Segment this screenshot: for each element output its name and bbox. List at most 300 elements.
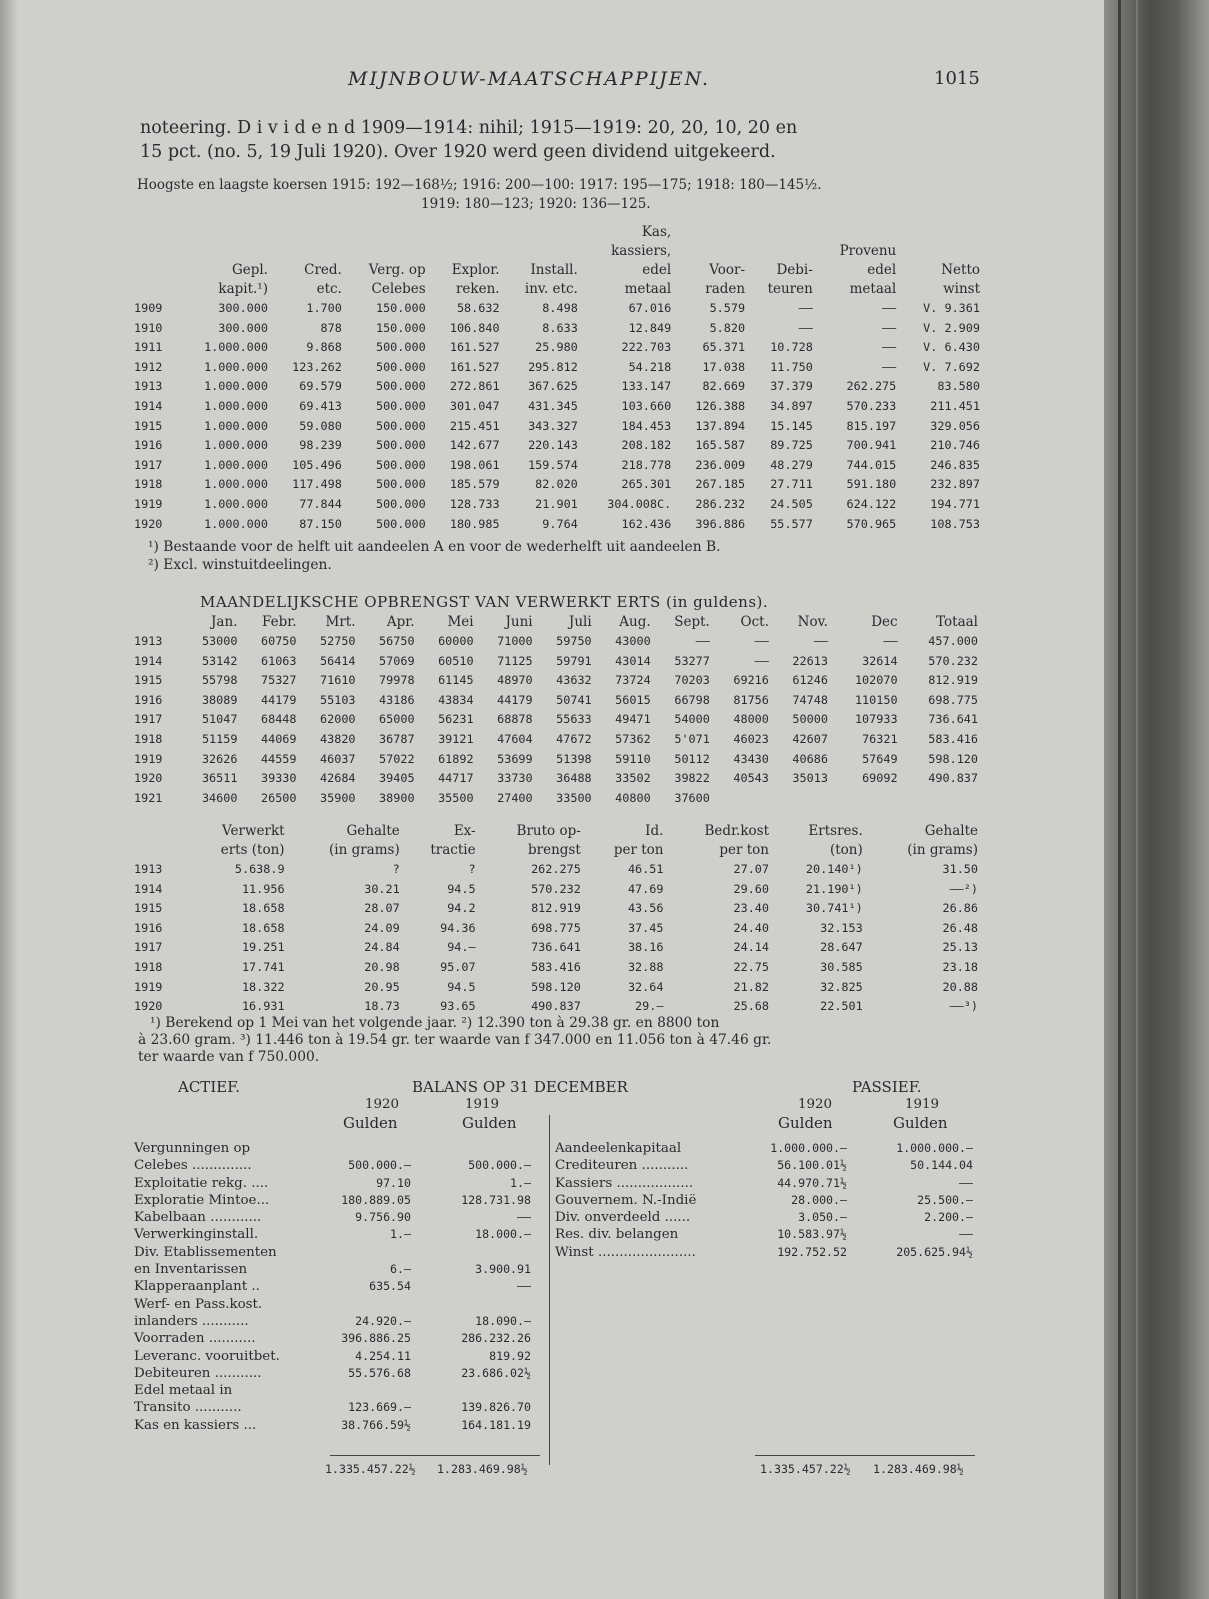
actief-total-rule — [330, 1455, 540, 1456]
table1-cell: V. 6.430 — [923, 340, 980, 355]
table1-cell: 150.000 — [375, 301, 426, 315]
table3-cell: 93.65 — [440, 999, 476, 1014]
table1-cell: 570.233 — [846, 398, 897, 413]
table1-cell: 1.000.000 — [204, 398, 268, 413]
table3-cell: 30.585 — [820, 959, 863, 974]
table3-column-header: Bedr.kost — [704, 823, 769, 839]
table2-cell: 33500 — [556, 790, 592, 805]
table3-cell: 21.82 — [733, 979, 769, 994]
table2-cell: 76321 — [862, 731, 898, 746]
table2-cell: —— — [695, 634, 710, 648]
actief-value-1919: 164.181.19 — [461, 1417, 531, 1432]
table3-cell: 20.98 — [364, 959, 400, 974]
balance-divider — [549, 1115, 550, 1465]
actief-row — [134, 1330, 539, 1347]
table3-cell: 94.5 — [447, 979, 476, 994]
actief-label: Celebes .............. — [134, 1158, 252, 1174]
table2-row — [132, 730, 980, 750]
table1-cell: 300.000 — [218, 301, 268, 315]
table1-cell: 161.527 — [449, 359, 500, 374]
table2-cell: 60000 — [438, 634, 474, 648]
table1-cell: 165.587 — [695, 438, 746, 453]
table1-column-header: raden — [705, 281, 746, 297]
table1-column-header: etc. — [316, 281, 342, 297]
table2-cell: 51159 — [201, 731, 238, 746]
table1-column-header: Cred. — [304, 262, 342, 278]
table3-row — [132, 997, 980, 1017]
page-left-edge — [0, 0, 18, 1599]
table1-cell: 17.038 — [702, 359, 746, 374]
table3-column-header: (ton) — [829, 842, 863, 858]
table1-column-header: inv. etc. — [524, 281, 578, 297]
table1-column-header: reken. — [455, 281, 500, 297]
table2-cell: 53142 — [201, 653, 238, 668]
table1-cell: 198.061 — [449, 457, 500, 472]
table1-cell: 236.009 — [695, 457, 746, 472]
table1-cell: 117.498 — [292, 477, 342, 492]
table1-cell: 34.897 — [770, 398, 813, 413]
table1-cell: 8.498 — [542, 301, 578, 315]
table3-cell: 20.95 — [364, 979, 400, 994]
table2-cell: 598.120 — [928, 751, 978, 766]
table1-cell: V. 7.692 — [923, 359, 980, 374]
table1-cell: 24.505 — [770, 496, 813, 511]
table1-cell: —— — [798, 301, 813, 315]
table1-cell: 106.840 — [449, 320, 500, 335]
table2-year-cell: 1916 — [134, 692, 163, 707]
actief-value-1919: —— — [517, 1279, 531, 1294]
table1-cell: 329.056 — [930, 418, 980, 433]
table3-row — [132, 919, 980, 939]
table2-cell: 39405 — [379, 771, 415, 786]
table2-cell: 69092 — [862, 771, 898, 786]
actief-row — [134, 1296, 539, 1313]
table1-cell: 211.451 — [930, 398, 980, 413]
actief-value-1919: 819.92 — [489, 1348, 531, 1363]
actief-value-1919: 500.000.— — [468, 1158, 531, 1173]
passief-row — [555, 1192, 975, 1209]
actief-label: Werf- en Pass.kost. — [134, 1296, 263, 1312]
table1-cell: 48.279 — [770, 457, 813, 472]
passief-value-1919: —— — [959, 1175, 973, 1190]
table2-cell: —— — [813, 634, 828, 648]
table2-row — [132, 710, 980, 730]
actief-label: Debiteuren ........... — [134, 1365, 262, 1381]
table3-column-header: Verwerkt — [222, 823, 285, 839]
table1-cell: 300.000 — [218, 320, 268, 335]
table3-cell: 598.120 — [531, 979, 581, 994]
table1-cell: 1.700 — [306, 301, 342, 315]
table2-cell: 60750 — [260, 634, 297, 648]
table2-cell: 71610 — [320, 673, 356, 688]
passief-label: Res. div. belangen — [555, 1227, 679, 1243]
table3-column-header: erts (ton) — [220, 842, 285, 858]
table3-cell: 16.931 — [241, 999, 285, 1014]
table1-cell: 5.579 — [709, 301, 746, 315]
actief-value-1920: 500.000.— — [348, 1158, 411, 1173]
actief-unit-1: Gulden — [343, 1114, 398, 1132]
table1-year-cell: 1915 — [134, 418, 163, 433]
table3-cell: 24.09 — [364, 920, 400, 935]
table1-column-header — [177, 242, 270, 261]
table1-cell: 1.000.000 — [204, 457, 268, 472]
page-number: 1015 — [934, 68, 980, 89]
table1-cell: 142.677 — [449, 438, 500, 453]
passief-value-1920: 1.000.000.— — [770, 1141, 847, 1155]
table2-cell: 26500 — [260, 790, 297, 805]
table1-column-header: edel — [642, 262, 672, 278]
table1-cell: V. 2.909 — [923, 320, 980, 335]
table1-column-header: winst — [943, 281, 980, 297]
table2-cell: 60510 — [438, 653, 474, 668]
table1-cell: 222.703 — [621, 340, 672, 355]
table3-column-header — [132, 841, 182, 860]
table1-footnote-1: ¹) Bestaande voor de helft uit aandeelen A en voor de wederhelft uit aandeelen B. — [148, 539, 721, 555]
table1-row — [132, 475, 982, 495]
table2-cell: 812.919 — [928, 673, 978, 688]
passief-value-1919: 1.000.000.— — [896, 1141, 973, 1155]
passief-label: Winst ....................... — [555, 1244, 696, 1260]
actief-title: ACTIEF. — [178, 1078, 241, 1096]
table2-header-row — [132, 613, 980, 632]
table1-cell: 83.580 — [937, 379, 980, 394]
table2-cell: —— — [754, 634, 769, 648]
table2-cell: 570.232 — [928, 653, 978, 668]
table2-cell: 52750 — [320, 634, 356, 648]
table3-cell: 27.07 — [733, 862, 769, 876]
table3-cell: 29.60 — [733, 881, 769, 896]
table2-cell: 44069 — [260, 731, 297, 746]
actief-year-1: 1920 — [365, 1097, 400, 1112]
table3-cell: 490.837 — [531, 999, 581, 1014]
table3-row — [132, 899, 980, 919]
table3-year-cell: 1918 — [134, 959, 163, 974]
table2-cell: 42684 — [320, 771, 356, 786]
passief-value-1920: 192.752.52 — [777, 1244, 847, 1259]
table3-footnote-3: ter waarde van f 750.000. — [138, 1049, 320, 1065]
table1-cell: 12.849 — [628, 320, 672, 335]
table1-cell: 58.632 — [456, 301, 500, 315]
table1-column-header — [132, 280, 177, 299]
table1-year-cell: 1911 — [134, 340, 163, 355]
table1-column-header — [344, 223, 428, 242]
table1-cell: 1.000.000 — [204, 477, 268, 492]
table3-cell: 30.741¹) — [805, 901, 863, 916]
table3-column-header: Ex- — [453, 823, 476, 839]
table2-cell: 110150 — [854, 692, 898, 707]
table2-cell: 61246 — [792, 673, 828, 688]
table3-cell: ? — [468, 862, 476, 876]
table2-cell: 44559 — [260, 751, 297, 766]
table1-cell: 265.301 — [621, 477, 672, 492]
koersen-line-1: Hoogste en laagste koersen 1915: 192—168½; 1916: 200—100: 1917: 195—175; 1918: 180—145½. — [137, 177, 822, 193]
table2-cell: 53000 — [201, 634, 238, 648]
table2-row — [132, 691, 980, 711]
actief-row — [134, 1417, 539, 1434]
table3-year-cell: 1914 — [134, 881, 163, 896]
running-header: MIJNBOUW-MAATSCHAPPIJEN. — [348, 68, 711, 90]
table3-cell: ——³) — [949, 999, 978, 1014]
actief-row — [134, 1348, 539, 1365]
table1-row — [132, 436, 982, 456]
table3-row — [132, 860, 980, 880]
table1-column-header: teuren — [767, 281, 813, 297]
table1-cell: 133.147 — [621, 379, 672, 394]
table1-footnotes — [148, 538, 721, 574]
table2-column-header: Sept. — [674, 614, 710, 630]
actief-row — [134, 1261, 539, 1278]
table3-cell: 46.51 — [627, 862, 664, 876]
table2-column-header: Juli — [568, 614, 592, 630]
table1-column-header — [747, 223, 815, 242]
table1-cell: 1.000.000 — [204, 359, 268, 374]
table1-cell: 215.451 — [449, 418, 500, 433]
table2-cell: 74748 — [792, 692, 828, 707]
table1-column-header: Kas, — [641, 224, 672, 240]
actief-row — [134, 1140, 539, 1157]
table2-cell: 50112 — [674, 751, 710, 766]
table1-column-header — [747, 242, 815, 261]
table1-cell: 137.894 — [695, 418, 746, 433]
table2-cell: 57362 — [615, 731, 651, 746]
table1-column-header: Explor. — [451, 262, 500, 278]
table1-cell: 1.000.000 — [204, 438, 268, 453]
table2-cell: 38089 — [201, 692, 238, 707]
passief-row — [555, 1175, 975, 1192]
balance-title: BALANS OP 31 DECEMBER — [412, 1078, 628, 1096]
table1-column-header — [344, 242, 428, 261]
table1-cell: 103.660 — [621, 398, 672, 413]
passief-value-1920: 56.100.01½ — [777, 1158, 847, 1173]
actief-label: Transito ........... — [134, 1400, 242, 1416]
table2-cell: 51398 — [556, 751, 592, 766]
table1-cell: 232.897 — [930, 477, 980, 492]
table1-cell: 184.453 — [621, 418, 672, 433]
table1-header-row — [132, 242, 982, 261]
table2-cell: 56750 — [379, 634, 415, 648]
table3-cell: 32.88 — [627, 959, 664, 974]
table2-cell: 56015 — [615, 692, 651, 707]
table1-year-cell: 1912 — [134, 359, 163, 374]
table2-cell: 56414 — [320, 653, 356, 668]
table3-cell: 32.825 — [820, 979, 863, 994]
table2-cell: 47604 — [497, 731, 533, 746]
passief-value-1919: 25.500.— — [917, 1192, 973, 1207]
table3-cell: 19.251 — [241, 940, 285, 955]
table2-column-header: Jan. — [211, 614, 238, 630]
passief-row — [555, 1157, 975, 1174]
table3-cell: 698.775 — [531, 920, 581, 935]
table1-cell: 77.844 — [299, 496, 342, 511]
actief-row — [134, 1382, 539, 1399]
table1-column-header: kassiers, — [611, 243, 672, 259]
table3-cell: 94.2 — [447, 901, 476, 916]
table1-cell: V. 9.361 — [923, 301, 980, 315]
actief-value-1919: 18.090.— — [475, 1313, 531, 1328]
table1-cell: 1.000.000 — [204, 340, 268, 355]
table3-header-row — [132, 841, 980, 860]
table3-cell: 17.741 — [241, 959, 285, 974]
passief-label: Aandeelenkapitaal — [555, 1141, 682, 1156]
passief-total-1919: 1.283.469.98½ — [873, 1462, 964, 1476]
dividend-paragraph — [140, 116, 980, 164]
passief-label: Crediteuren ........... — [555, 1158, 689, 1174]
koersen-paragraph — [137, 176, 977, 214]
table2-cell: 43632 — [556, 673, 592, 688]
table2-column-header: Dec — [871, 614, 898, 630]
table1-row — [132, 377, 982, 397]
table2-cell: 55103 — [320, 692, 356, 707]
table1-column-header — [132, 242, 177, 261]
table3-year-cell: 1913 — [134, 862, 163, 876]
table3-footnotes — [138, 1015, 772, 1066]
table1-cell: 54.218 — [628, 359, 672, 374]
passief-row — [555, 1226, 975, 1243]
table1-year-cell: 1920 — [134, 516, 163, 531]
table3-cell: 37.45 — [627, 920, 664, 935]
table3-cell: 95.07 — [440, 959, 476, 974]
table1-year-cell: 1919 — [134, 496, 163, 511]
table2-cell: 43186 — [379, 692, 415, 707]
table3-cell: 5.638.9 — [234, 862, 285, 876]
table1-row — [132, 515, 982, 535]
table1-cell: 396.886 — [695, 516, 746, 531]
table1-column-header — [428, 242, 502, 261]
table2-cell: 50000 — [792, 712, 828, 727]
table2-cell: 46023 — [733, 731, 769, 746]
table1-column-header: Verg. op — [368, 262, 426, 278]
passief-value-1920: 3.050.— — [798, 1210, 847, 1225]
table1-column-header — [673, 223, 747, 242]
dividend-line-1: noteering. D i v i d e n d 1909—1914: nihil; 1915—1919: 20, 20, 10, 20 en — [140, 118, 798, 138]
table2-cell: 66798 — [674, 692, 710, 707]
table3-year-cell: 1916 — [134, 920, 163, 935]
actief-value-1919: 23.686.02½ — [461, 1365, 531, 1380]
table1-column-header: Gepl. — [231, 262, 268, 278]
table1-column-header: edel — [867, 262, 897, 278]
table1-cell: 744.015 — [846, 457, 897, 472]
table2-cell: 75327 — [260, 673, 297, 688]
table1-cell: 162.436 — [621, 516, 672, 531]
table1-cell: 1.000.000 — [204, 418, 268, 433]
actief-value-1920: 6.— — [390, 1262, 411, 1277]
passief-row — [555, 1244, 975, 1261]
table1-row — [132, 456, 982, 476]
table2-cell: 57649 — [862, 751, 898, 766]
passief-value-1919: 50.144.04 — [910, 1158, 973, 1173]
table1-row — [132, 338, 982, 358]
table1-cell: 220.143 — [528, 438, 578, 453]
actief-value-1920: 635.54 — [369, 1279, 411, 1294]
table2-cell: 32614 — [862, 653, 898, 668]
koersen-line-2: 1919: 180—123; 1920: 136—125. — [421, 196, 651, 212]
table1-column-header — [673, 242, 747, 261]
actief-value-1920: 24.920.— — [355, 1313, 411, 1328]
actief-value-1919: 18.000.— — [475, 1227, 531, 1242]
table2-cell: 57069 — [379, 653, 415, 668]
table2-column-header — [132, 613, 180, 632]
table1-column-header — [270, 223, 344, 242]
table3-cell: 28.647 — [820, 940, 863, 955]
table3-cell: 28.07 — [364, 901, 400, 916]
table2-column-header: Mei — [447, 614, 474, 630]
table1-cell: 878 — [320, 320, 342, 335]
passief-value-1919: 2.200.— — [924, 1210, 973, 1225]
table1-column-header: Provenu — [839, 243, 897, 259]
table2-cell: 51047 — [201, 712, 238, 727]
table1-column-header — [270, 242, 344, 261]
table2-cell: 43014 — [615, 653, 651, 668]
actief-row — [134, 1365, 539, 1382]
table2-cell: 55633 — [556, 712, 592, 727]
table2-row — [132, 789, 980, 809]
table2-cell: 43834 — [438, 692, 474, 707]
table2-cell: 39822 — [674, 771, 710, 786]
table3-cell: 262.275 — [531, 862, 581, 876]
table2-cell: 43430 — [733, 751, 769, 766]
table1-cell: 67.016 — [628, 301, 672, 315]
table3-cell: 583.416 — [531, 959, 581, 974]
actief-row — [134, 1399, 539, 1416]
table2-cell: 56231 — [438, 712, 474, 727]
table1-cell: 218.778 — [621, 457, 672, 472]
actief-value-1920: 4.254.11 — [355, 1348, 411, 1363]
table2-column-header: Totaal — [936, 614, 978, 630]
table2-column-header: Juni — [505, 614, 533, 630]
table1-cell: 210.746 — [930, 438, 980, 453]
table1-header-row — [132, 223, 982, 242]
actief-value-1920: 180.889.05 — [341, 1192, 411, 1207]
table1-row — [132, 358, 982, 378]
table1-cell: 570.965 — [846, 516, 897, 531]
table3-cell: 20.88 — [942, 979, 978, 994]
table2-cell — [830, 789, 900, 809]
table1-cell: 1.000.000 — [204, 379, 268, 394]
table1-year-cell: 1916 — [134, 438, 163, 453]
table2-cell: 68878 — [497, 712, 533, 727]
table1-cell: 105.496 — [292, 457, 342, 472]
table1-cell: 9.868 — [306, 340, 342, 355]
table2-cell: 47672 — [556, 731, 592, 746]
table3-cell: 26.48 — [942, 920, 978, 935]
table1-column-header: kapit.¹) — [218, 281, 268, 297]
table3-cell: 26.86 — [942, 901, 978, 916]
table1-cell: 262.275 — [846, 379, 897, 394]
table1-column-header: Netto — [941, 262, 980, 278]
actief-row — [134, 1192, 539, 1209]
table3-cell: 94.— — [447, 940, 476, 955]
table3-footnote-2: à 23.60 gram. ³) 11.446 ton à 19.54 gr. ter waarde van f 347.000 en 11.056 ton à 47.46 gr. — [138, 1032, 772, 1048]
table1-cell: 180.985 — [449, 516, 500, 531]
table1-cell: 98.239 — [299, 438, 342, 453]
table3-cell: 24.14 — [733, 940, 769, 955]
table3-column-header: brengst — [528, 842, 581, 858]
passief-label: Gouvernem. N.-Indië — [555, 1192, 697, 1208]
table1-cell: 500.000 — [375, 418, 426, 433]
table1-cell: 500.000 — [375, 496, 426, 511]
table1-cell: —— — [798, 320, 813, 335]
table2-row — [132, 671, 980, 691]
actief-value-1920: 55.576.68 — [348, 1365, 411, 1380]
table3-column-header: Bruto op- — [516, 823, 581, 839]
table2-cell: 59750 — [556, 634, 592, 648]
actief-total-1919: 1.283.469.98½ — [437, 1462, 528, 1476]
table2-cell: 42607 — [792, 731, 828, 746]
table1-cell: 500.000 — [375, 359, 426, 374]
table2-cell: 71125 — [497, 653, 533, 668]
table1-column-header: Celebes — [371, 281, 426, 297]
table2-column-header: Aug. — [619, 614, 651, 630]
